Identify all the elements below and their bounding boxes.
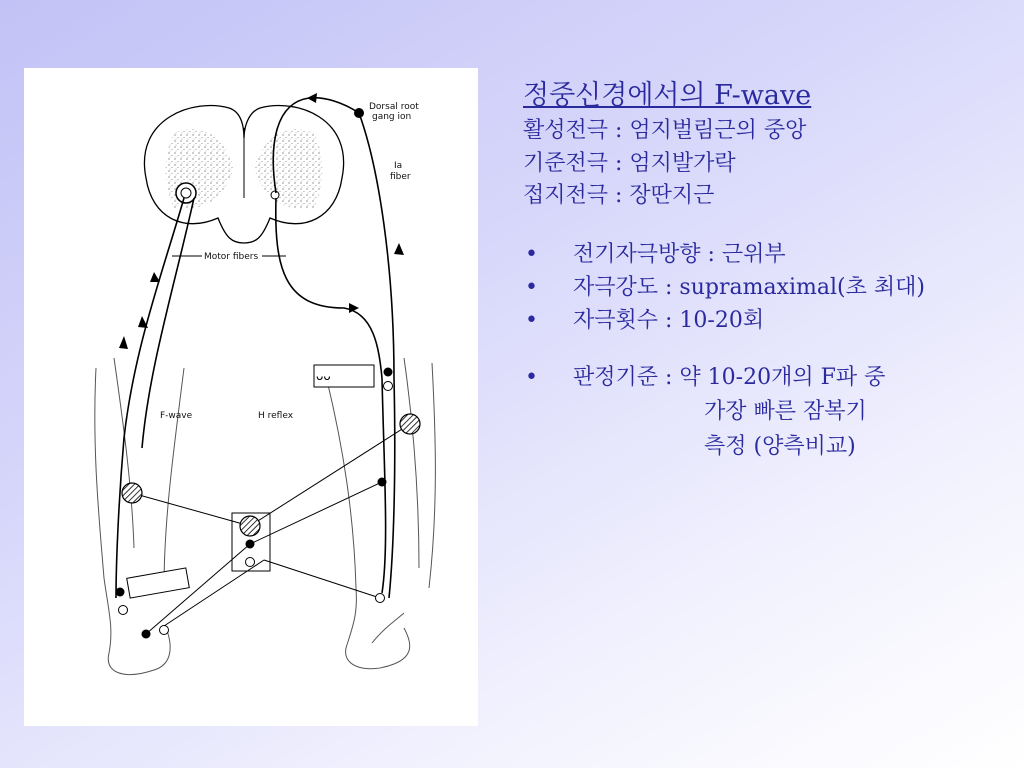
- label-ia-2: fiber: [390, 172, 411, 182]
- label-f-wave: F-wave: [160, 411, 193, 421]
- list-item: [523, 308, 1024, 334]
- bullet-icon: •: [525, 308, 538, 334]
- stimulus-count-text: 자극횟수 : 10-20회: [573, 308, 765, 334]
- criteria-continuation-1: 가장 빠른 잠복기: [704, 399, 867, 425]
- bullet-icon: •: [525, 274, 538, 300]
- criteria-text: 판정기준 : 약 10-20개의 F파 중: [573, 364, 886, 390]
- label-h-reflex: H reflex: [258, 411, 294, 421]
- criteria-continuation-2: 측정 (양측비교): [704, 433, 856, 459]
- dorsal-root-ganglion: [354, 108, 364, 118]
- spinal-cord: [144, 106, 343, 243]
- bullet-icon: •: [525, 364, 538, 390]
- label-motor-fibers: Motor fibers: [204, 252, 259, 262]
- text-panel: [523, 80, 1024, 460]
- label-dorsal-root-2: gang ion: [372, 112, 412, 122]
- list-item: [523, 365, 1024, 391]
- bullet-icon: •: [525, 241, 538, 267]
- active-electrode-line: 활성전극 : 엄지벌림근의 중앙: [523, 118, 807, 144]
- stimulus-intensity-text: 자극강도 : supramaximal(초 최대): [573, 274, 925, 300]
- bullet-list: [523, 242, 1024, 392]
- list-item: [523, 242, 1024, 268]
- stimulator-lower: [116, 568, 190, 615]
- reference-electrode-line: 기준전극 : 엄지발가락: [523, 150, 736, 176]
- connection-lines: [132, 424, 410, 634]
- f-wave-diagram: [24, 68, 478, 726]
- svg-text:ᴗᴗ: ᴗᴗ: [316, 369, 331, 383]
- stimulus-direction-text: 전기자극방향 : 근위부: [573, 241, 786, 267]
- list-item: [523, 275, 1024, 301]
- label-dorsal-root-1: Dorsal root: [369, 102, 419, 112]
- slide-title: 정중신경에서의 F-wave: [523, 80, 812, 111]
- label-ia-1: Ia: [394, 161, 403, 171]
- ground-electrode-line: 접지전극 : 장딴지근: [523, 183, 715, 209]
